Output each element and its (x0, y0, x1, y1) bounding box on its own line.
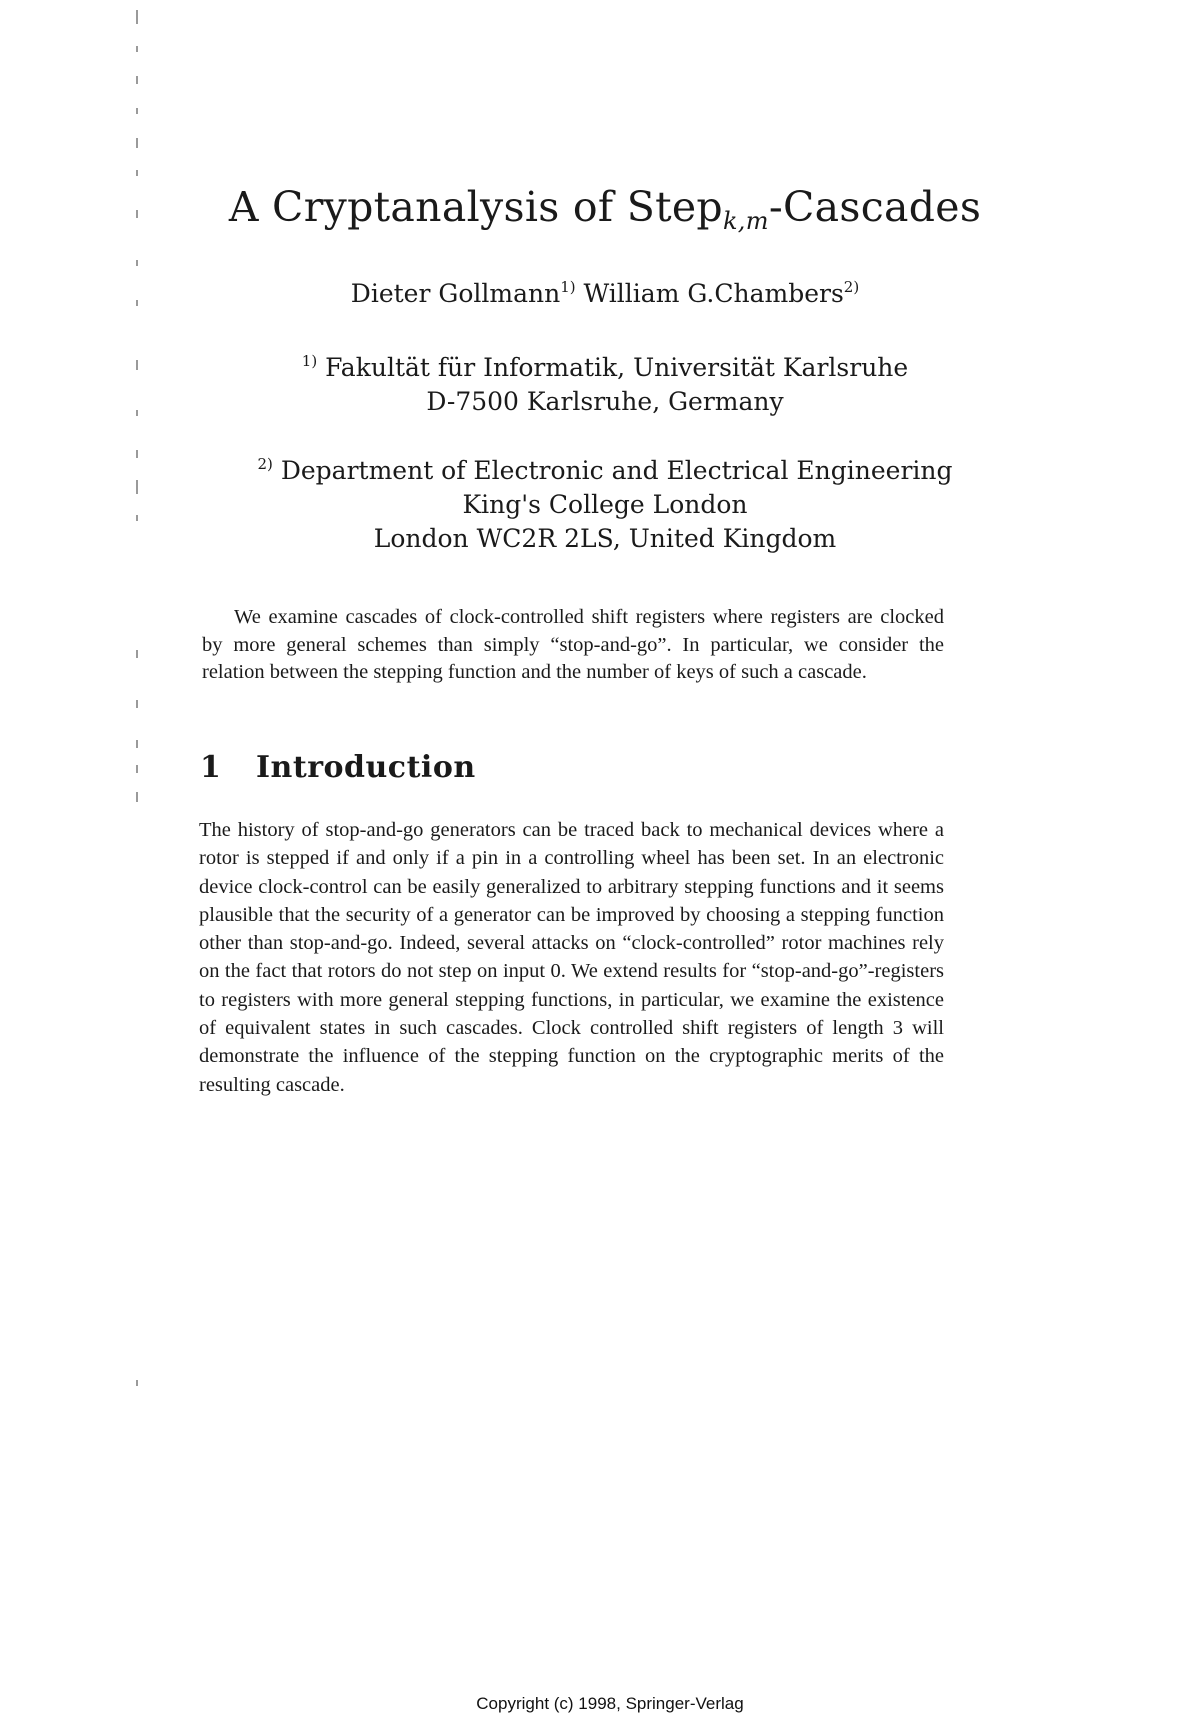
affiliation-text: Fakultät für Informatik, Universität Karlsruhe (325, 353, 909, 382)
paper-title (0, 183, 1200, 235)
copyright-notice: Copyright (c) 1998, Springer-Verlag (476, 1694, 744, 1713)
abstract: We examine cascades of clock-controlled shift registers where registers are clocked by more general schemes than simply “stop-and-go”. In particular, we consider the relation between the stepping function and the number of keys of such a cascade. (202, 606, 944, 683)
affiliation-mark: 2) (257, 455, 273, 473)
title-suffix: -Cascades (768, 183, 982, 231)
affiliation-text: Department of Electronic and Electrical Engineering (280, 456, 953, 485)
affiliation-mark: 1) (301, 352, 318, 370)
affiliation-line (10, 447, 1200, 488)
section-heading (200, 750, 476, 785)
affiliation-line: D-7500 Karlsruhe, Germany (426, 387, 784, 416)
title-subscript: k,m (722, 207, 769, 235)
author-affiliation-mark: 2) (843, 278, 860, 296)
affiliation-line: King's College London (462, 490, 748, 519)
affiliation-line: London WC2R 2LS, United Kingdom (373, 524, 837, 553)
affiliation-2 (0, 447, 1200, 556)
affiliation-1 (0, 344, 1200, 419)
author-name: Dieter Gollmann (350, 279, 561, 308)
affiliation-line (10, 344, 1200, 385)
section-title: Introduction (256, 750, 476, 785)
author-name: William G.Chambers (583, 279, 844, 308)
author-list (0, 278, 1200, 308)
introduction-paragraph: The history of stop-and-go generators can be traced back to mechanical devices where a rotor is stepped if and only if a pin in a controlling wheel has been set. In an electronic device clock-control can be easily generalized to arbitrary stepping functions and it seems plausible that the security of a generator can be improved by choosing a stepping function other than stop-and-go. Indeed, several attacks on “clock-controlled” rotor machines rely on the fact that rotors do not step on input 0. We extend results for “stop-and-go”-registers to registers with more general stepping functions, in particular, we examine the existence of equivalent states in such cascades. Clock controlled shift registers of length 3 will demonstrate the influence of the stepping function on the cryptographic merits of the resulting cascade. (199, 819, 944, 1096)
title-prefix: A Cryptanalysis of Step (228, 183, 723, 231)
section-number: 1 (200, 750, 222, 785)
author-affiliation-mark: 1) (560, 278, 576, 296)
